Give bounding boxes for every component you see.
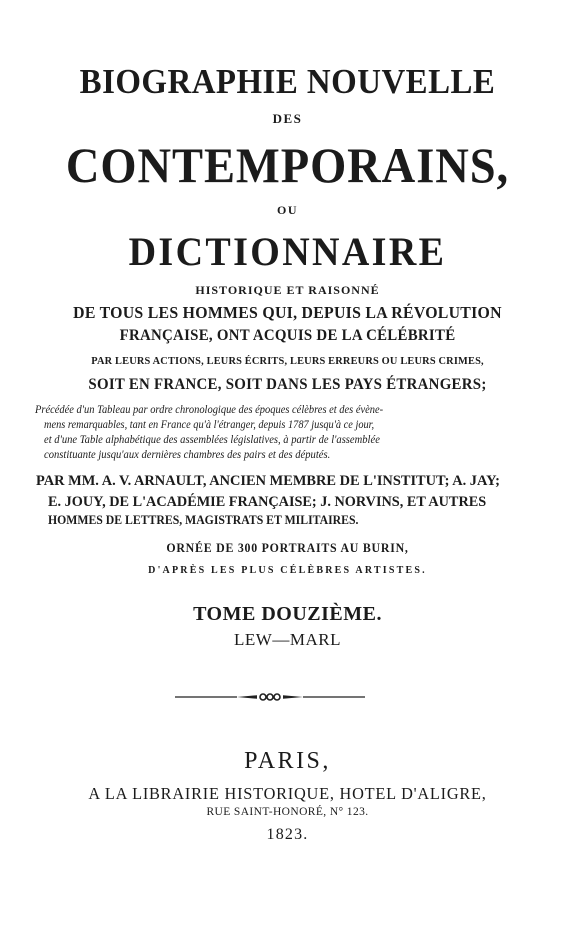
preface-line-2: mens remarquables, tant en France qu'à l'étranger, depuis 1787 jusqu'à ce jour,: [44, 419, 375, 431]
authors-line-2: E. JOUY, DE L'ACADÉMIE FRANÇAISE; J. NORVINS, ET AUTRES: [48, 494, 487, 510]
title-line-1: BIOGRAPHIE NOUVELLE: [79, 62, 496, 101]
subtitle-actions: PAR LEURS ACTIONS, LEURS ÉCRITS, LEURS ERREURS OU LEURS CRIMES,: [91, 355, 484, 367]
ornee-line: ORNÉE DE 300 PORTRAITS AU BURIN,: [166, 541, 409, 555]
subtitle-francaise: FRANÇAISE, ONT ACQUIS DE LA CÉLÉBRITÉ: [119, 327, 456, 344]
volume-range: LEW—MARL: [234, 630, 341, 649]
subtitle-france-etrangers: SOIT EN FRANCE, SOIT DANS LES PAYS ÉTRANGERS;: [88, 376, 487, 393]
title-main: CONTEMPORAINS,: [65, 137, 510, 193]
authors-line-3: HOMMES DE LETTRES, MAGISTRATS ET MILITAIRES.: [48, 513, 359, 527]
artistes-line: D'APRÈS LES PLUS CÉLÈBRES ARTISTES.: [148, 565, 427, 576]
tome-line: TOME DOUZIÈME.: [193, 603, 382, 625]
authors-line-1: PAR MM. A. V. ARNAULT, ANCIEN MEMBRE DE L'INSTITUT; A. JAY;: [36, 473, 500, 489]
preface-line-3: et d'une Table alphabétique des assemblées législatives, à partir de l'assemblée: [44, 434, 380, 446]
title-ou: OU: [277, 203, 298, 217]
librairie-line: A LA LIBRAIRIE HISTORIQUE, HOTEL D'ALIGRE,: [88, 784, 487, 803]
year-line: 1823.: [266, 826, 309, 843]
city-line: PARIS,: [244, 748, 331, 774]
subtitle-historique: HISTORIQUE ET RAISONNÉ: [195, 283, 380, 297]
title-dictionnaire: DICTIONNAIRE: [128, 229, 447, 274]
preface-line-4: constituante jusqu'aux dernières chambres des pairs et des députés.: [44, 449, 331, 461]
preface-line-1: Précédée d'un Tableau par ordre chronologique des époques célèbres et des évène-: [35, 404, 384, 416]
subtitle-tous-les-hommes: DE TOUS LES HOMMES QUI, DEPUIS LA RÉVOLUTION: [73, 303, 502, 322]
ornamental-rule: [175, 691, 365, 703]
rue-line: RUE SAINT-HONORÉ, N° 123.: [206, 806, 369, 818]
title-des: DES: [272, 111, 303, 126]
